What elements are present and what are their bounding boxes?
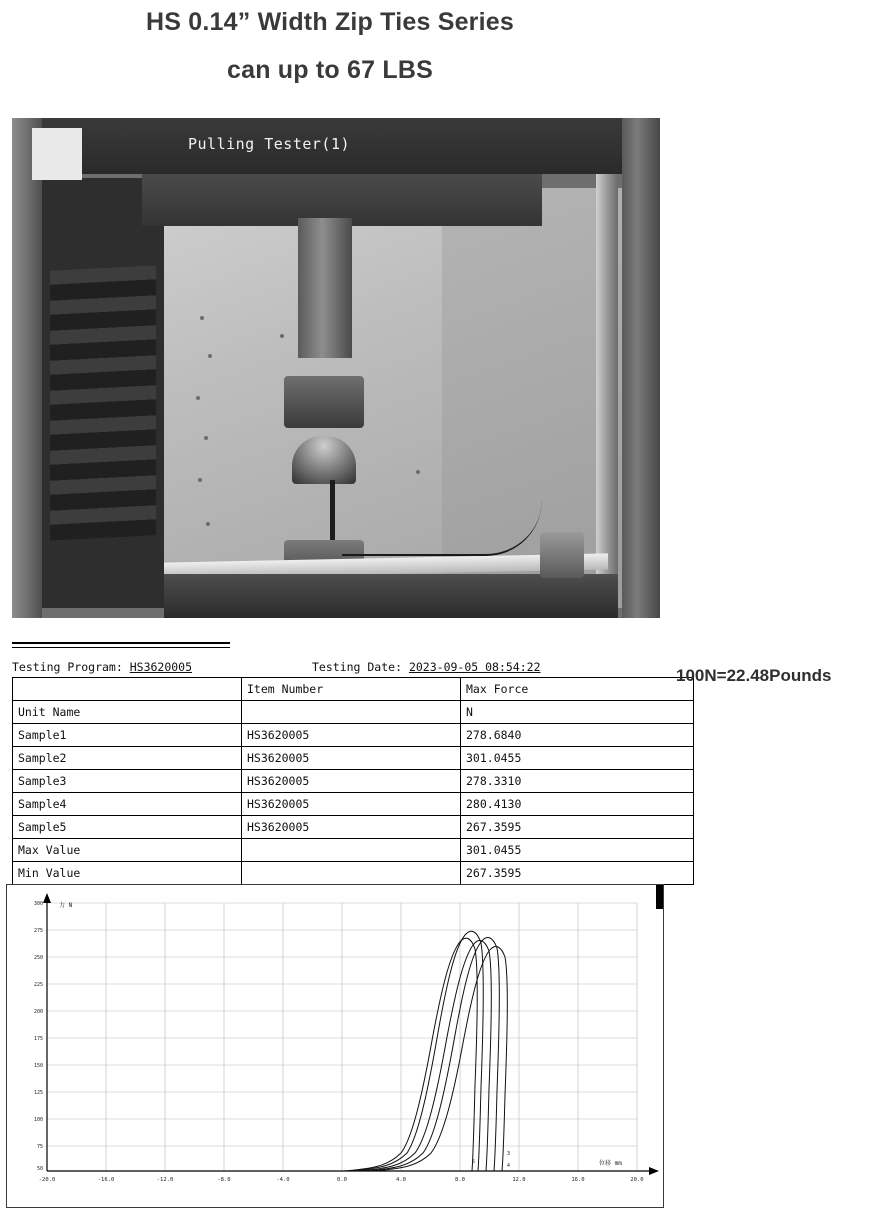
svg-text:75: 75 xyxy=(36,1144,43,1150)
unit-conversion-note: 100N=22.48Pounds xyxy=(676,666,832,685)
svg-text:3: 3 xyxy=(507,1151,511,1157)
tensile-tester-photo xyxy=(12,118,660,618)
photo-right-column xyxy=(622,118,660,618)
row-max-force: 280.4130 xyxy=(461,793,694,816)
photo-screw xyxy=(200,316,204,320)
chart-x-tick-labels xyxy=(39,1177,644,1183)
svg-text:16.0: 16.0 xyxy=(571,1177,585,1183)
svg-text:125: 125 xyxy=(33,1090,43,1096)
row-label: Sample5 xyxy=(13,816,242,839)
row-label: Max Value xyxy=(13,839,242,862)
chart-curve-sample3 xyxy=(355,940,491,1171)
photo-screw xyxy=(198,478,202,482)
row-item-number: HS3620005 xyxy=(242,793,461,816)
photo-machine-base xyxy=(164,574,618,618)
photo-screw xyxy=(206,522,210,526)
chart-grid xyxy=(47,903,637,1171)
chart-y-tick-labels xyxy=(34,901,43,1172)
row-item-number xyxy=(242,839,461,862)
svg-text:200: 200 xyxy=(33,1009,43,1015)
divider-rule-thick xyxy=(12,642,230,644)
page-title-line-1: HS 0.14” Width Zip Ties Series xyxy=(146,8,514,36)
svg-text:300: 300 xyxy=(33,901,43,907)
chart-y-axis-arrow xyxy=(43,893,51,903)
photo-screw xyxy=(416,470,420,474)
photo-cable xyxy=(342,500,542,556)
table-header-row xyxy=(13,678,694,701)
photo-screw xyxy=(280,334,284,338)
photo-left-slats xyxy=(50,265,156,541)
photo-screw xyxy=(208,354,212,358)
column-header-item-number: Item Number xyxy=(242,678,461,701)
table-row xyxy=(13,862,694,885)
svg-text:4.0: 4.0 xyxy=(396,1177,406,1183)
table-row xyxy=(13,816,694,839)
svg-text:5: 5 xyxy=(472,1159,476,1165)
chart-legend xyxy=(472,1151,510,1169)
chart-y-axis-label: 力 N xyxy=(59,902,73,909)
row-label: Sample3 xyxy=(13,770,242,793)
force-displacement-chart xyxy=(6,884,664,1208)
page-title-block xyxy=(0,0,660,89)
row-item-number xyxy=(242,701,461,724)
photo-left-column xyxy=(12,118,42,618)
table-row xyxy=(13,770,694,793)
chart-svg xyxy=(7,885,663,1207)
svg-text:225: 225 xyxy=(33,982,43,988)
svg-text:8.0: 8.0 xyxy=(455,1177,465,1183)
table-row xyxy=(13,724,694,747)
row-max-force: 278.3310 xyxy=(461,770,694,793)
testing-program-field xyxy=(12,660,312,674)
svg-text:175: 175 xyxy=(33,1036,43,1042)
report-header xyxy=(12,660,660,677)
chart-curve-sample1 xyxy=(342,938,477,1171)
svg-text:50: 50 xyxy=(36,1166,43,1172)
photo-right-clamp xyxy=(540,532,584,578)
row-max-force: 278.6840 xyxy=(461,724,694,747)
testing-date-value: 2023-09-05 08:54:22 xyxy=(408,660,541,674)
svg-text:275: 275 xyxy=(33,928,43,934)
photo-screw xyxy=(204,436,208,440)
row-label: Min Value xyxy=(13,862,242,885)
test-report xyxy=(12,660,660,885)
chart-curve-sample5 xyxy=(371,946,507,1171)
chart-axes xyxy=(47,899,653,1171)
svg-text:12.0: 12.0 xyxy=(512,1177,526,1183)
row-max-force: 267.3595 xyxy=(461,816,694,839)
svg-text:-16.0: -16.0 xyxy=(97,1177,115,1183)
testing-program-value: HS3620005 xyxy=(129,660,193,674)
column-header-max-force: Max Force xyxy=(461,678,694,701)
row-item-number: HS3620005 xyxy=(242,747,461,770)
svg-text:-8.0: -8.0 xyxy=(217,1177,231,1183)
svg-text:-12.0: -12.0 xyxy=(156,1177,174,1183)
photo-screw xyxy=(196,396,200,400)
row-label: Sample1 xyxy=(13,724,242,747)
testing-date-label: Testing Date: xyxy=(312,660,403,674)
table-row xyxy=(13,793,694,816)
row-item-number xyxy=(242,862,461,885)
table-row xyxy=(13,747,694,770)
photo-upper-jaw xyxy=(292,436,356,484)
testing-date-field xyxy=(312,660,660,674)
row-item-number: HS3620005 xyxy=(242,770,461,793)
photo-upper-grip xyxy=(284,376,364,428)
column-header-blank xyxy=(13,678,242,701)
svg-text:-4.0: -4.0 xyxy=(276,1177,290,1183)
row-item-number: HS3620005 xyxy=(242,816,461,839)
row-item-number: HS3620005 xyxy=(242,724,461,747)
row-max-force: 301.0455 xyxy=(461,839,694,862)
svg-text:20.0: 20.0 xyxy=(630,1177,644,1183)
svg-text:150: 150 xyxy=(33,1063,43,1069)
divider-rules xyxy=(12,642,230,648)
row-label: Unit Name xyxy=(13,701,242,724)
chart-x-axis-arrow xyxy=(649,1167,659,1175)
row-max-force: 267.3595 xyxy=(461,862,694,885)
svg-text:250: 250 xyxy=(33,955,43,961)
results-table xyxy=(12,677,694,885)
chart-x-axis-label: 位移 mm xyxy=(599,1160,622,1167)
photo-label-tag xyxy=(32,128,82,180)
row-label: Sample2 xyxy=(13,747,242,770)
svg-text:100: 100 xyxy=(33,1117,43,1123)
row-max-force: 301.0455 xyxy=(461,747,694,770)
photo-right-rail xyxy=(596,126,618,618)
svg-text:0.0: 0.0 xyxy=(337,1177,347,1183)
row-label: Sample4 xyxy=(13,793,242,816)
table-row xyxy=(13,701,694,724)
table-row xyxy=(13,839,694,862)
photo-specimen xyxy=(330,480,335,542)
row-max-force: N xyxy=(461,701,694,724)
chart-series xyxy=(342,931,507,1171)
svg-text:4: 4 xyxy=(507,1163,511,1169)
svg-text:-20.0: -20.0 xyxy=(38,1177,56,1183)
testing-program-label: Testing Program: xyxy=(12,660,123,674)
photo-ram xyxy=(298,218,352,358)
machine-label-text: Pulling Tester(1) xyxy=(188,135,351,153)
divider-rule-thin xyxy=(12,647,230,648)
page-title-line-2: can up to 67 LBS xyxy=(226,56,433,85)
chart-plot-area xyxy=(7,885,663,1207)
